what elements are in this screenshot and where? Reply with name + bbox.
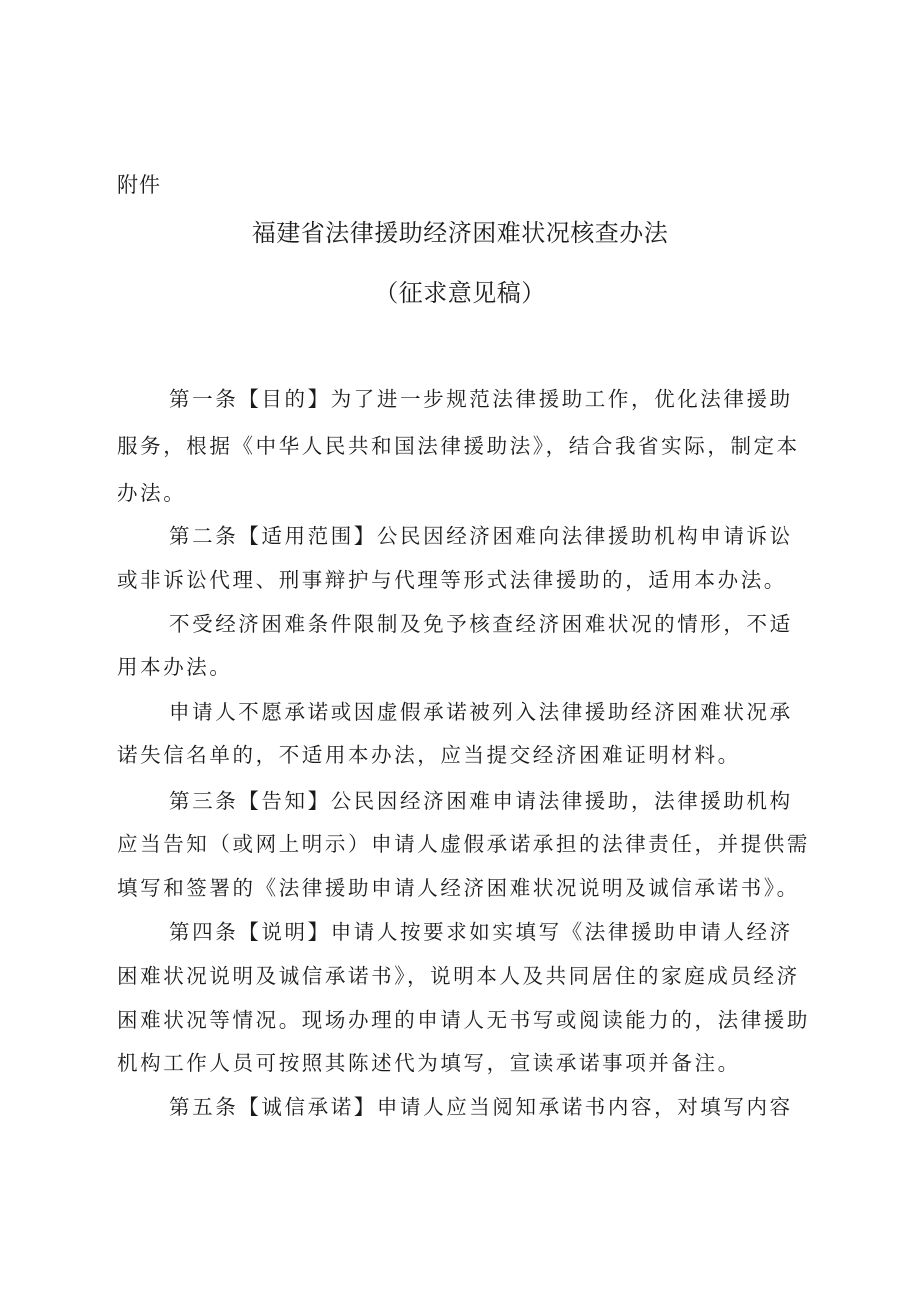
attachment-label: 附件 [117,173,161,197]
article-5-line-1: 第五条【诚信承诺】申请人应当阅知承诺书内容，对填写内容 [169,1095,793,1119]
paragraph-refusal-line-1: 申请人不愿承诺或因虚假承诺被列入法律援助经济困难状况承 [169,700,793,724]
article-2-line-2: 或非诉讼代理、刑事辩护与代理等形式法律援助的，适用本办法。 [117,568,787,592]
article-3-line-3: 填写和签署的《法律援助申请人经济困难状况说明及诚信承诺书》。 [117,876,800,900]
paragraph-refusal-line-2: 诺失信名单的，不适用本办法，应当提交经济困难证明材料。 [117,743,741,767]
article-4-line-3: 困难状况等情况。现场办理的申请人无书写或阅读能力的，法律援助 [117,1008,810,1032]
article-4-line-2: 困难状况说明及诚信承诺书》，说明本人及共同居住的家庭成员经济 [117,964,800,988]
document-subtitle: （征求意见稿） [374,279,546,307]
document-title: 福建省法律援助经济困难状况核查办法 [251,219,669,247]
article-3-line-2: 应当告知（或网上明示）申请人虚假承诺承担的法律责任，并提供需 [117,832,810,856]
article-3-line-1: 第三条【告知】公民因经济困难申请法律援助，法律援助机构 [169,789,793,813]
paragraph-exemption-line-2: 用本办法。 [117,655,233,679]
article-1-line-2: 服务，根据《中华人民共和国法律援助法》，结合我省实际，制定本 [117,434,800,458]
article-4-line-4: 机构工作人员可按照其陈述代为填写，宣读承诺事项并备注。 [117,1051,741,1075]
article-1-line-1: 第一条【目的】为了进一步规范法律援助工作，优化法律援助 [169,387,793,411]
article-2-line-1: 第二条【适用范围】公民因经济困难向法律援助机构申请诉讼 [169,524,793,548]
article-1-line-3: 办法。 [117,481,187,505]
article-4-line-1: 第四条【说明】申请人按要求如实填写《法律援助申请人经济 [169,920,793,944]
paragraph-exemption-line-1: 不受经济困难条件限制及免予核查经济困难状况的情形，不适 [169,612,793,636]
